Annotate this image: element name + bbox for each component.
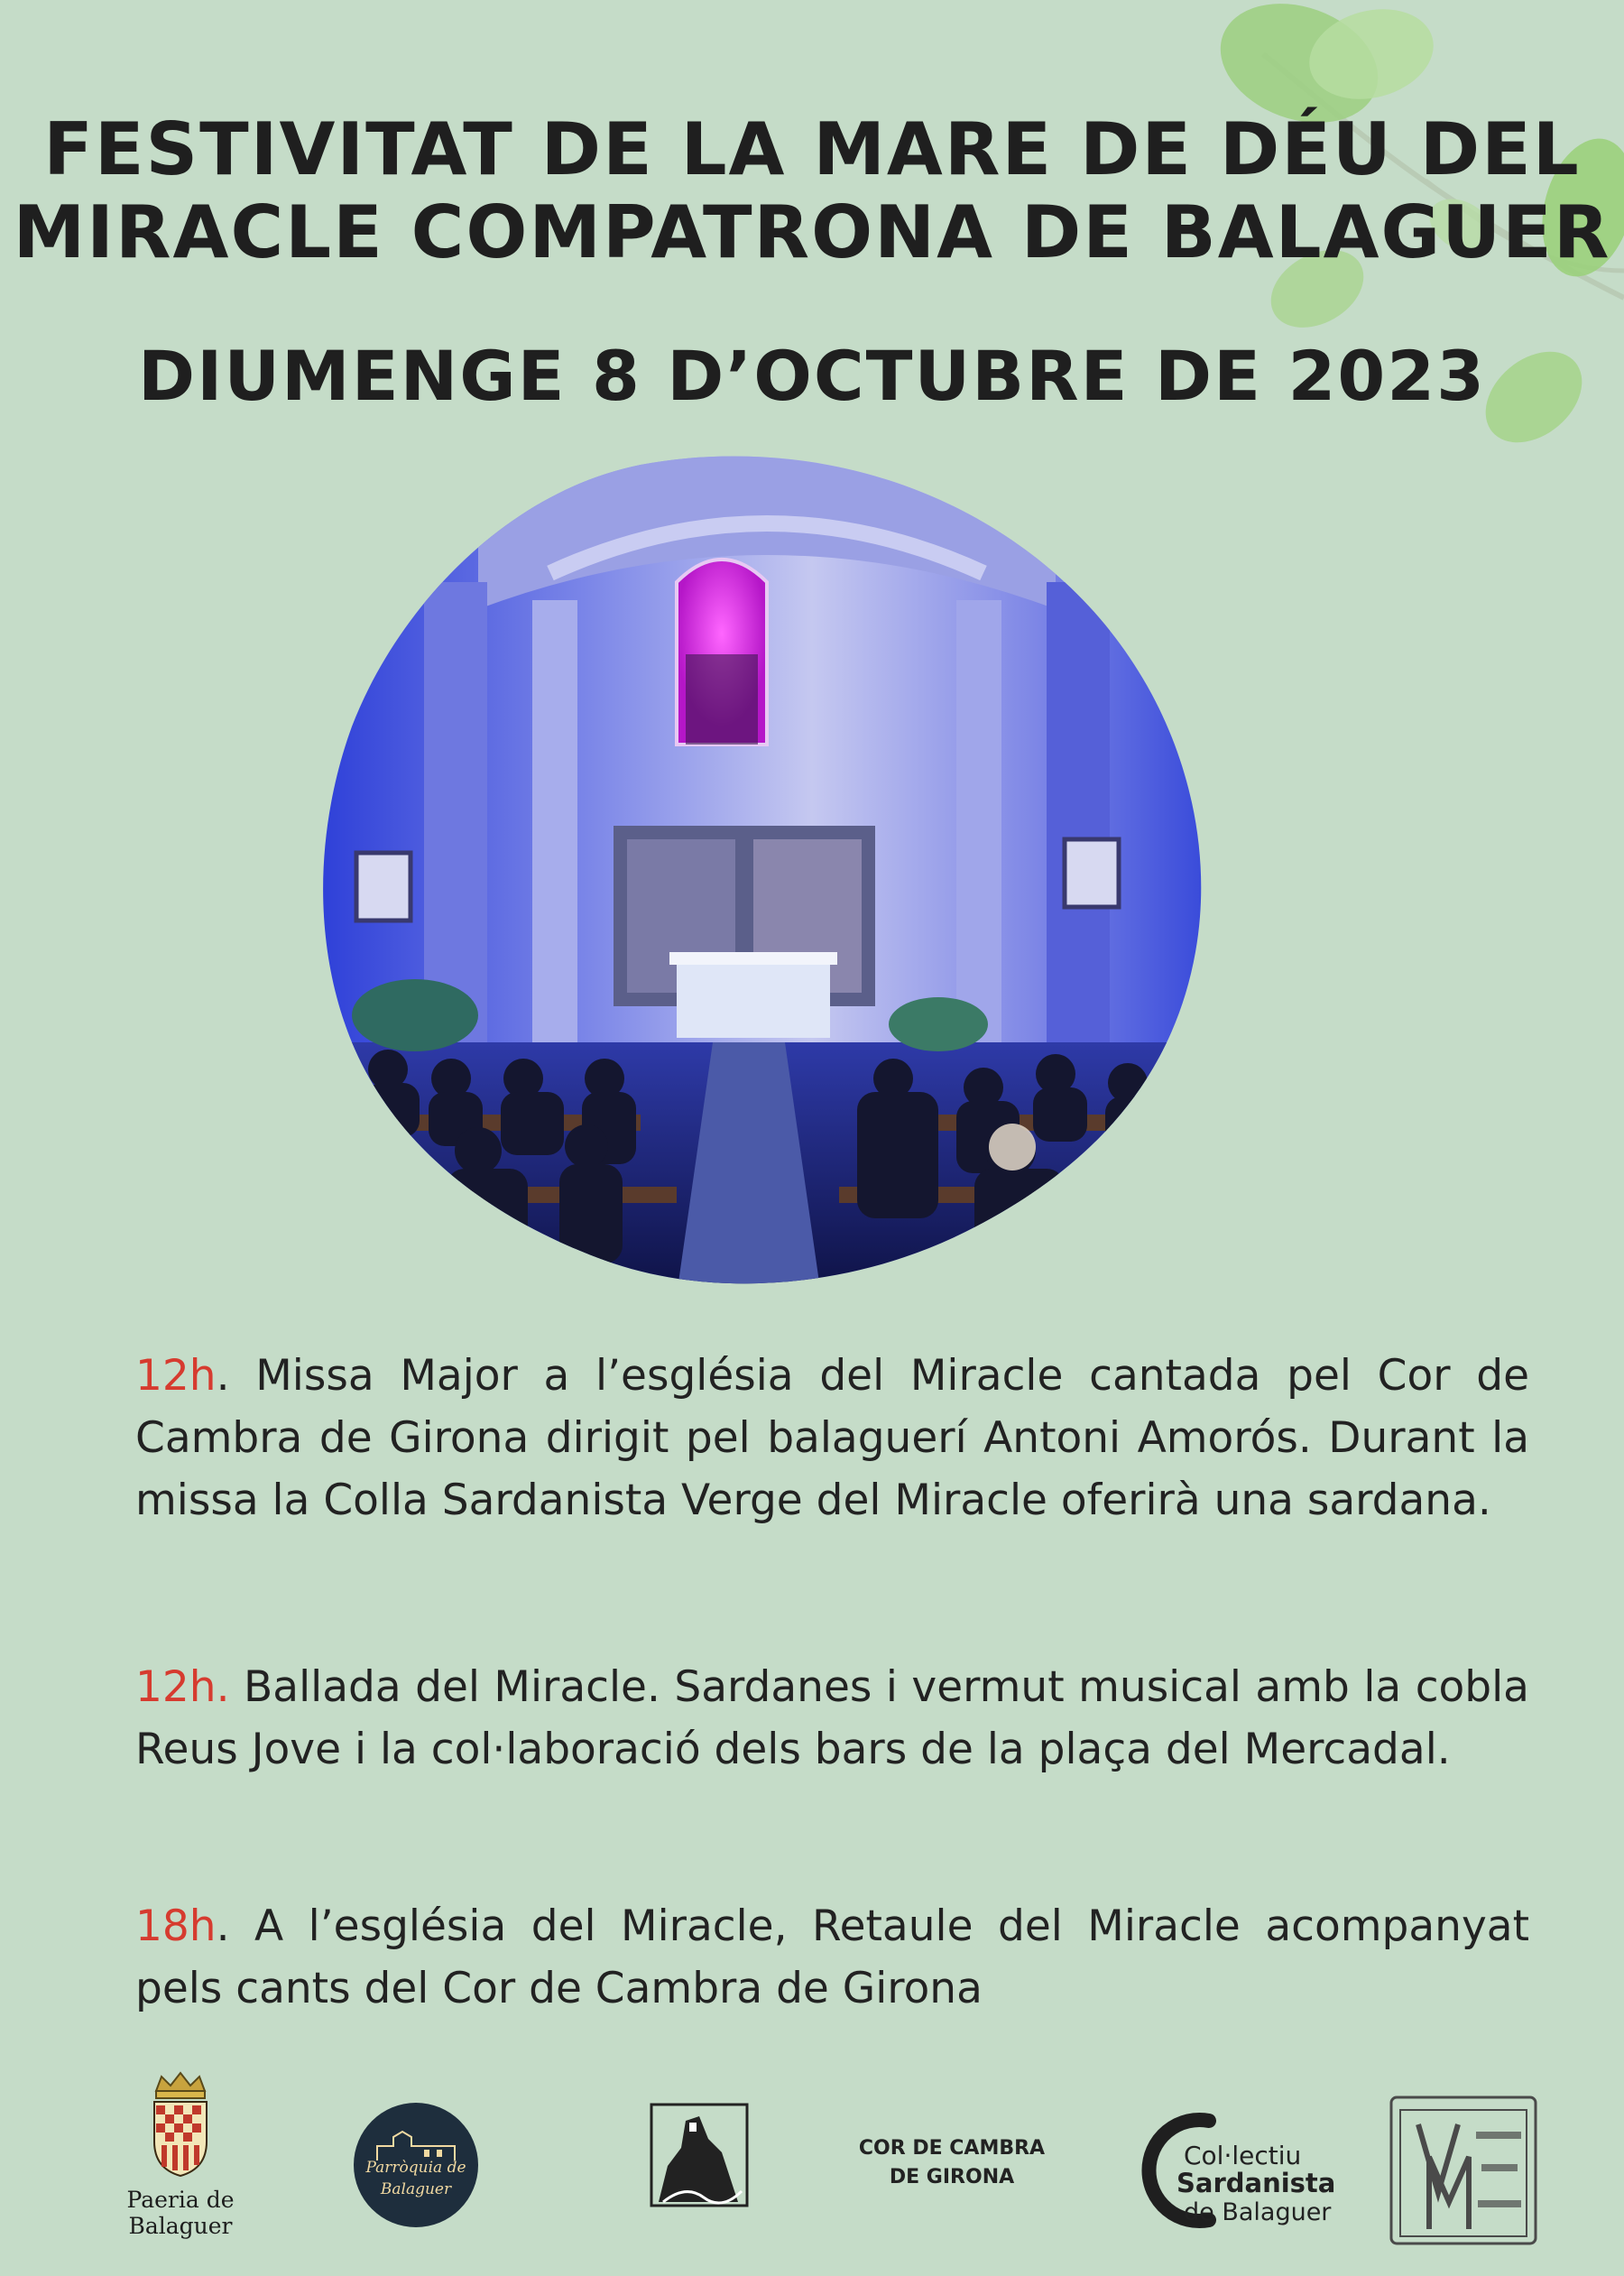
parroquia-label-2: Balaguer xyxy=(380,2180,452,2198)
collectiu-label-3: de Balaguer xyxy=(1184,2198,1332,2226)
schedule-text: Ballada del Miracle. Sardanes i vermut musical amb la cobla Reus Jove i la col·laboració dels bars de la plaça del Mercadal. xyxy=(135,1662,1529,1774)
schedule-item-2 xyxy=(135,1656,1529,1781)
schedule-time: 12h. xyxy=(135,1662,230,1712)
event-date: DIUMENGE 8 D’OCTUBRE DE 2023 xyxy=(137,336,1487,416)
schedule-text: . A l’església del Miracle, Retaule del Miracle acompanyat pels cants del Cor de Cambra de Girona xyxy=(135,1901,1529,2013)
coat-of-arms-icon xyxy=(149,2071,212,2178)
logo-paeria-balaguer xyxy=(77,2071,284,2239)
logo-parroquia-balaguer xyxy=(354,2103,478,2227)
logo-collectiu-sardanista xyxy=(1139,2103,1346,2238)
title-line-1: FESTIVITAT DE LA MARE DE DÉU DEL xyxy=(43,107,1581,191)
logo-associacio-centre-historic xyxy=(632,2085,767,2229)
cor-label-2: DE GIRONA xyxy=(889,2166,1015,2188)
schedule-item-1 xyxy=(135,1345,1529,1531)
logo-colla-sardanista-verge-miracle xyxy=(1388,2094,1539,2247)
logo-cor-cambra-girona xyxy=(844,2134,1060,2192)
church-photo xyxy=(316,447,1218,1295)
schedule-time: 18h xyxy=(135,1901,217,1951)
collectiu-label-1: Col·lectiu xyxy=(1184,2141,1302,2170)
title-line-2: MIRACLE COMPATRONA DE BALAGUER xyxy=(13,190,1611,274)
cor-label-1: COR DE CAMBRA xyxy=(858,2137,1046,2160)
schedule-time: 12h xyxy=(135,1351,217,1401)
schedule-text: . Missa Major a l’església del Miracle cantada pel Cor de Cambra de Girona dirigit pel balaguerí Antoni Amorós. Durant la missa la Colla Sardanista Verge del Miracle oferirà una sardana. xyxy=(135,1351,1529,1525)
schedule-item-3 xyxy=(135,1895,1529,2020)
collectiu-label-2: Sardanista xyxy=(1176,2168,1336,2198)
parroquia-label-1: Parròquia de xyxy=(365,2159,466,2177)
paeria-caption: Paeria de Balaguer xyxy=(126,2187,235,2239)
